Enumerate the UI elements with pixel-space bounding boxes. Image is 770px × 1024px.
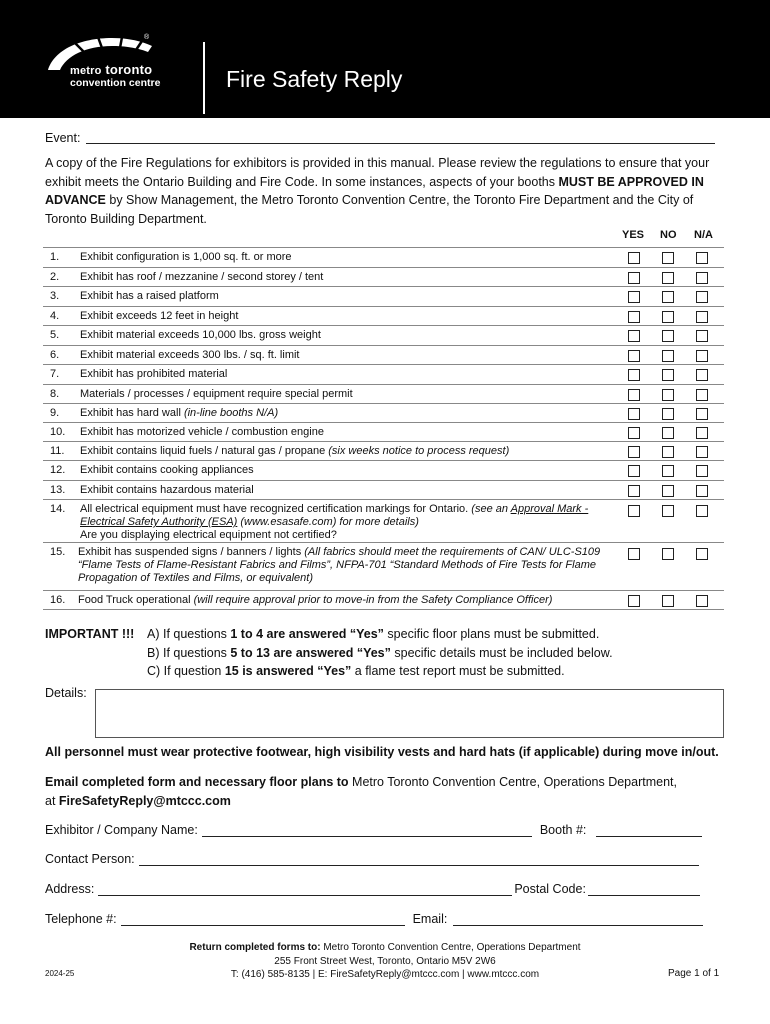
checkbox-na[interactable] — [696, 548, 708, 560]
question-row — [43, 403, 724, 422]
question-text: Exhibit has a raised platform — [80, 290, 219, 302]
checkbox-no[interactable] — [662, 350, 674, 362]
important-b: B) If questions 5 to 13 are answered “Yes” specific details must be included below. — [147, 645, 613, 660]
question-row — [43, 384, 724, 403]
checkbox-na[interactable] — [696, 446, 708, 458]
question-number: 8. — [50, 388, 60, 400]
checkbox-no[interactable] — [662, 330, 674, 342]
logo-text-line1: metro toronto — [70, 62, 153, 77]
checkbox-yes[interactable] — [628, 446, 640, 458]
checkbox-yes[interactable] — [628, 548, 640, 560]
checkbox-yes[interactable] — [628, 427, 640, 439]
checkbox-yes[interactable] — [628, 252, 640, 264]
checkbox-na[interactable] — [696, 311, 708, 323]
email-instructions: Email completed form and necessary floor plans to Metro Toronto Convention Centre, Operations Department, at FireSafetyReply@mtccc.com — [45, 775, 677, 808]
booth-label: Booth #: — [539, 823, 587, 837]
question-text: Exhibit material exceeds 10,000 lbs. gross weight — [80, 329, 321, 341]
event-label: Event: — [45, 131, 81, 145]
question-text: Exhibit has hard wall (in-line booths N/A) — [80, 407, 279, 419]
question-row — [43, 480, 724, 499]
question-text: Materials / processes / equipment require special permit — [80, 388, 353, 400]
question-text: Food Truck operational (will require approval prior to move-in from the Safety Compliance Officer) — [78, 594, 553, 606]
registered-mark: ® — [144, 34, 150, 41]
email-input[interactable] — [453, 913, 703, 926]
question-number: 6. — [50, 349, 60, 361]
question-row — [43, 286, 724, 306]
important-label: IMPORTANT !!! — [45, 627, 135, 641]
question-text: Exhibit has motorized vehicle / combustion engine — [80, 426, 324, 438]
checkbox-yes[interactable] — [628, 369, 640, 381]
checkbox-no[interactable] — [662, 548, 674, 560]
checkbox-no[interactable] — [662, 291, 674, 303]
checkbox-yes[interactable] — [628, 272, 640, 284]
checkbox-yes[interactable] — [628, 311, 640, 323]
question-number: 12. — [50, 464, 66, 476]
question-number: 7. — [50, 368, 60, 380]
contact-field-row — [45, 852, 699, 866]
question-number: 1. — [50, 251, 60, 263]
checkbox-yes[interactable] — [628, 330, 640, 342]
checkbox-na[interactable] — [696, 369, 708, 381]
checkbox-yes[interactable] — [628, 465, 640, 477]
question-row — [43, 422, 724, 441]
booth-input[interactable] — [596, 824, 702, 837]
question-row — [43, 325, 724, 345]
checkbox-na[interactable] — [696, 465, 708, 477]
esa-approval-link[interactable]: Approval Mark - Electrical Safety Authority (ESA) — [80, 503, 589, 528]
question-row — [43, 345, 724, 364]
question-number: 15. — [50, 546, 66, 558]
checkbox-na[interactable] — [696, 350, 708, 362]
question-row — [43, 267, 724, 286]
checkbox-yes[interactable] — [628, 595, 640, 607]
question-number: 5. — [50, 329, 60, 341]
event-input[interactable] — [86, 131, 715, 144]
checkbox-no[interactable] — [662, 272, 674, 284]
form-version: 2024-25 — [45, 969, 75, 978]
telephone-input[interactable] — [121, 913, 405, 926]
contact-input[interactable] — [139, 853, 699, 866]
question-row — [43, 364, 724, 384]
checkbox-yes[interactable] — [628, 291, 640, 303]
question-number: 3. — [50, 290, 60, 302]
mtcc-logo — [40, 36, 190, 96]
telephone-field-row — [45, 912, 703, 926]
question-text: All electrical equipment must have recognized certification markings for Ontario. (see an Approval Mark - Electrical Safety Authority (ESA) (www.esasafe.com) for more details) Are you displaying electrical equipment not certified? — [80, 503, 589, 541]
checkbox-na[interactable] — [696, 291, 708, 303]
question-number: 16. — [50, 594, 66, 606]
question-row — [43, 460, 724, 480]
email-address: FireSafetyReply@mtccc.com — [58, 793, 231, 808]
checkbox-na[interactable] — [696, 595, 708, 607]
header-divider — [203, 42, 205, 114]
checkbox-no[interactable] — [662, 369, 674, 381]
details-label: Details: — [45, 686, 87, 700]
checkbox-no[interactable] — [662, 311, 674, 323]
checkbox-no[interactable] — [662, 446, 674, 458]
checkbox-no[interactable] — [662, 595, 674, 607]
checkbox-na[interactable] — [696, 427, 708, 439]
column-no: NO — [660, 229, 677, 241]
checkbox-yes[interactable] — [628, 350, 640, 362]
checkbox-no[interactable] — [662, 389, 674, 401]
question-row — [43, 542, 724, 590]
checkbox-yes[interactable] — [628, 485, 640, 497]
checkbox-yes[interactable] — [628, 505, 640, 517]
column-na: N/A — [694, 229, 713, 241]
important-c: C) If question 15 is answered “Yes” a flame test report must be submitted. — [147, 664, 565, 678]
questions-table — [43, 247, 724, 610]
telephone-label: Telephone #: — [45, 912, 117, 926]
checkbox-no[interactable] — [662, 408, 674, 420]
question-row — [43, 247, 724, 267]
question-row — [43, 590, 724, 610]
question-text: Exhibit has prohibited material — [80, 368, 228, 380]
question-text: Exhibit has suspended signs / banners / lights (All fabrics should meet the requirements of CAN/ ULC-S109 “Flame Tests of Flame-Resistant Fabrics and Films”, NFPA-701 “Standard Methods of Fire Tests for Flame Propagation of Textiles and Films, or equivalent) — [78, 546, 601, 584]
checkbox-na[interactable] — [696, 252, 708, 264]
question-text: Exhibit contains liquid fuels / natural gas / propane (six weeks notice to process request) — [80, 445, 510, 457]
logo-text-line2: convention centre — [70, 77, 161, 89]
checkbox-na[interactable] — [696, 485, 708, 497]
footer-street: 255 Front Street West, Toronto, Ontario M5V 2W6 — [274, 956, 496, 967]
page-number: Page 1 of 1 — [668, 968, 720, 979]
question-number: 10. — [50, 426, 66, 438]
important-a: A) If questions 1 to 4 are answered “Yes” specific floor plans must be submitted. — [147, 627, 600, 641]
details-textarea[interactable] — [95, 689, 724, 738]
question-text: Exhibit exceeds 12 feet in height — [80, 310, 239, 322]
company-input[interactable] — [202, 824, 532, 837]
postal-label: Postal Code: — [514, 882, 586, 896]
question-number: 13. — [50, 484, 66, 496]
question-row — [43, 499, 724, 542]
question-row — [43, 306, 724, 325]
question-text: Exhibit configuration is 1,000 sq. ft. or more — [80, 251, 292, 263]
address-label: Address: — [45, 882, 95, 896]
event-field — [45, 131, 715, 145]
checkbox-yes[interactable] — [628, 389, 640, 401]
question-number: 14. — [50, 503, 66, 515]
question-text: Exhibit has roof / mezzanine / second storey / tent — [80, 271, 324, 283]
company-field-row — [45, 823, 702, 837]
contact-label: Contact Person: — [45, 852, 135, 866]
page-title: Fire Safety Reply — [226, 66, 403, 92]
address-input[interactable] — [98, 883, 512, 896]
checkbox-no[interactable] — [662, 485, 674, 497]
checkbox-no[interactable] — [662, 505, 674, 517]
checkbox-na[interactable] — [696, 272, 708, 284]
checkbox-na[interactable] — [696, 408, 708, 420]
footer-contact: T: (416) 585-8135 | E: FireSafetyReply@mtccc.com | www.mtccc.com — [230, 969, 540, 980]
footer-return: Return completed forms to: Metro Toronto Convention Centre, Operations Department — [189, 942, 581, 953]
address-field-row — [45, 882, 700, 896]
page-header — [0, 0, 770, 118]
question-number: 2. — [50, 271, 60, 283]
column-yes: YES — [622, 229, 645, 241]
company-label: Exhibitor / Company Name: — [45, 823, 198, 837]
question-text: Exhibit contains hazardous material — [80, 484, 254, 496]
question-number: 11. — [50, 445, 65, 457]
question-number: 9. — [50, 407, 60, 419]
postal-input[interactable] — [588, 883, 700, 896]
question-text: Exhibit contains cooking appliances — [80, 464, 254, 476]
question-number: 4. — [50, 310, 60, 322]
checkbox-no[interactable] — [662, 465, 674, 477]
checkbox-na[interactable] — [696, 389, 708, 401]
checkbox-na[interactable] — [696, 505, 708, 517]
question-row — [43, 441, 724, 460]
personnel-notice: All personnel must wear protective footwear, high visibility vests and hard hats (if applicable) during move in/out. — [45, 745, 719, 759]
question-text: Exhibit material exceeds 300 lbs. / sq. ft. limit — [80, 349, 300, 361]
checkbox-no[interactable] — [662, 427, 674, 439]
checkbox-yes[interactable] — [628, 408, 640, 420]
checkbox-na[interactable] — [696, 330, 708, 342]
email-label: Email: — [412, 912, 448, 926]
intro-paragraph: A copy of the Fire Regulations for exhibitors is provided in this manual. Please review the regulations to ensure that your exhibit meets the Ontario Building and Fire Code. In some instances, aspects of your booths MUST BE APPROVED IN ADVANCE by Show Management, the Metro Toronto Convention Centre, the Toronto Fire Department and the City of Toronto Building Department. — [45, 156, 710, 226]
checkbox-no[interactable] — [662, 252, 674, 264]
